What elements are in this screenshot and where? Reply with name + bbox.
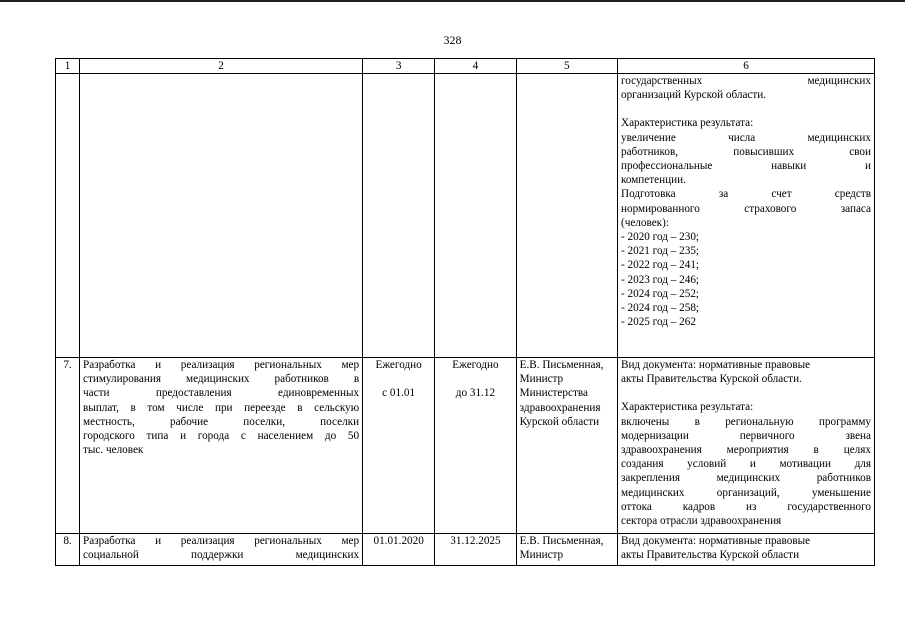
row7-result-line: закрепления медицинских работников xyxy=(620,472,871,485)
row8-number: 8. xyxy=(56,534,80,566)
cont-result-line: - 2021 год – 235; xyxy=(620,245,700,258)
row7-result-line: включены в региональную программу xyxy=(620,415,871,428)
cont-result-gap xyxy=(621,102,871,116)
cont-result-line: Подготовка за счет средств xyxy=(620,188,871,201)
header-col-3: 3 xyxy=(363,59,435,74)
cont-result-line: организаций Курской области. xyxy=(620,89,767,102)
row7-measure-line: части предоставления единовременных xyxy=(83,387,360,400)
row7-responsible-line: Министр xyxy=(519,373,564,386)
row7-start-cell xyxy=(363,358,435,534)
row7-measure-cell xyxy=(80,358,363,534)
cont-num-cell xyxy=(56,74,80,358)
cont-result-line: - 2020 год – 230; xyxy=(620,231,700,244)
row8-result-cell xyxy=(617,534,874,566)
row7-result-cell xyxy=(617,358,874,534)
cont-result-line: - 2025 год – 262 xyxy=(620,316,696,329)
page-number: 328 xyxy=(443,33,462,47)
row8-measure-cell xyxy=(80,534,363,566)
row7-result-line: модернизации первичного звена xyxy=(620,429,871,442)
table-row-continued xyxy=(56,74,875,358)
row7-responsible-line: Е.В. Письменная, xyxy=(519,359,604,371)
row8-measure-line: Разработка и реализация региональных мер xyxy=(83,535,360,547)
row8-measure-line: социальной поддержки медицинских xyxy=(83,549,360,562)
cont-result-line: - 2024 год – 252; xyxy=(620,287,700,300)
cont-result-line: государственных медицинских xyxy=(620,75,871,87)
scan-top-edge xyxy=(0,0,905,2)
row7-result-line: оттока кадров из государственного xyxy=(620,500,871,513)
header-col-1: 1 xyxy=(56,59,80,74)
header-col-4: 4 xyxy=(435,59,516,74)
row8-responsible-cell xyxy=(516,534,617,566)
row7-number: 7. xyxy=(56,358,80,534)
row7-result-line: создания условий и мотивации для xyxy=(620,458,871,471)
row8-result-line: Вид документа: нормативные правовые xyxy=(620,535,811,547)
row7-result-line: акты Правительства Курской области. xyxy=(620,373,802,386)
row7-result-line: сектора отрасли здравоохранения xyxy=(620,515,782,528)
row8-result-line: акты Правительства Курской области xyxy=(620,549,800,562)
row7-end-gap xyxy=(438,372,512,386)
cont-result-cell xyxy=(617,74,874,358)
header-col-2: 2 xyxy=(80,59,363,74)
table-row-8 xyxy=(56,534,875,566)
cont-result-line: компетенции. xyxy=(620,174,686,187)
cont-result-line: профессиональные навыки и xyxy=(620,160,871,173)
row7-start-line: с 01.01 xyxy=(382,387,416,400)
row7-start-line: Ежегодно xyxy=(375,359,422,371)
row8-end-cell: 31.12.2025 xyxy=(435,534,516,566)
header-col-5: 5 xyxy=(516,59,617,74)
row7-responsible-line: Министерства xyxy=(519,387,588,400)
cont-result-line: (человек): xyxy=(620,216,669,229)
row7-result-line: здравоохранения мероприятия в целях xyxy=(620,444,871,457)
row7-responsible-line: Курской области xyxy=(519,415,600,428)
cont-result-line: увеличение числа медицинских xyxy=(620,131,871,144)
row7-result-gap xyxy=(621,386,871,400)
row7-measure-line: стимулирования медицинских работников в xyxy=(83,373,360,386)
cont-result-line: - 2024 год – 258; xyxy=(620,302,700,315)
cont-result-line: работников, повысивших свои xyxy=(620,145,871,158)
row7-result-line: медицинских организаций, уменьшение xyxy=(620,486,871,499)
row7-responsible-line: здравоохранения xyxy=(519,401,601,414)
row7-result-line: Вид документа: нормативные правовые xyxy=(620,359,811,371)
cont-result-line: нормированного страхового запаса xyxy=(620,202,871,215)
row8-start-cell: 01.01.2020 xyxy=(363,534,435,566)
row8-responsible-line: Министр xyxy=(519,549,564,562)
row8-responsible-line: Е.В. Письменная, xyxy=(519,535,604,547)
cont-start-cell xyxy=(363,74,435,358)
row7-measure-line: местность, рабочие поселки, поселки xyxy=(83,415,360,428)
cont-result-line: - 2023 год – 246; xyxy=(620,273,700,286)
measures-table xyxy=(55,58,875,566)
table-header-row xyxy=(56,59,875,74)
row7-end-line: до 31.12 xyxy=(455,387,496,400)
row7-measure-line: городского типа и города с населением до 50 xyxy=(83,430,360,443)
row7-responsible-cell xyxy=(516,358,617,534)
row7-measure-line: тыс. человек xyxy=(83,444,144,457)
row7-end-cell xyxy=(435,358,516,534)
row7-start-gap xyxy=(366,372,431,386)
row7-measure-line: выплат, в том числе при переезде в сельскую xyxy=(83,401,360,414)
row7-measure-line: Разработка и реализация региональных мер xyxy=(83,359,360,371)
cont-end-cell xyxy=(435,74,516,358)
row7-end-line: Ежегодно xyxy=(452,359,499,371)
cont-result-line: - 2022 год – 241; xyxy=(620,259,700,272)
row7-result-line: Характеристика результата: xyxy=(620,401,754,414)
table-row-7 xyxy=(56,358,875,534)
header-col-6: 6 xyxy=(617,59,874,74)
cont-result-line: Характеристика результата: xyxy=(620,117,754,130)
cont-responsible-cell xyxy=(516,74,617,358)
cont-measure-cell xyxy=(80,74,363,358)
